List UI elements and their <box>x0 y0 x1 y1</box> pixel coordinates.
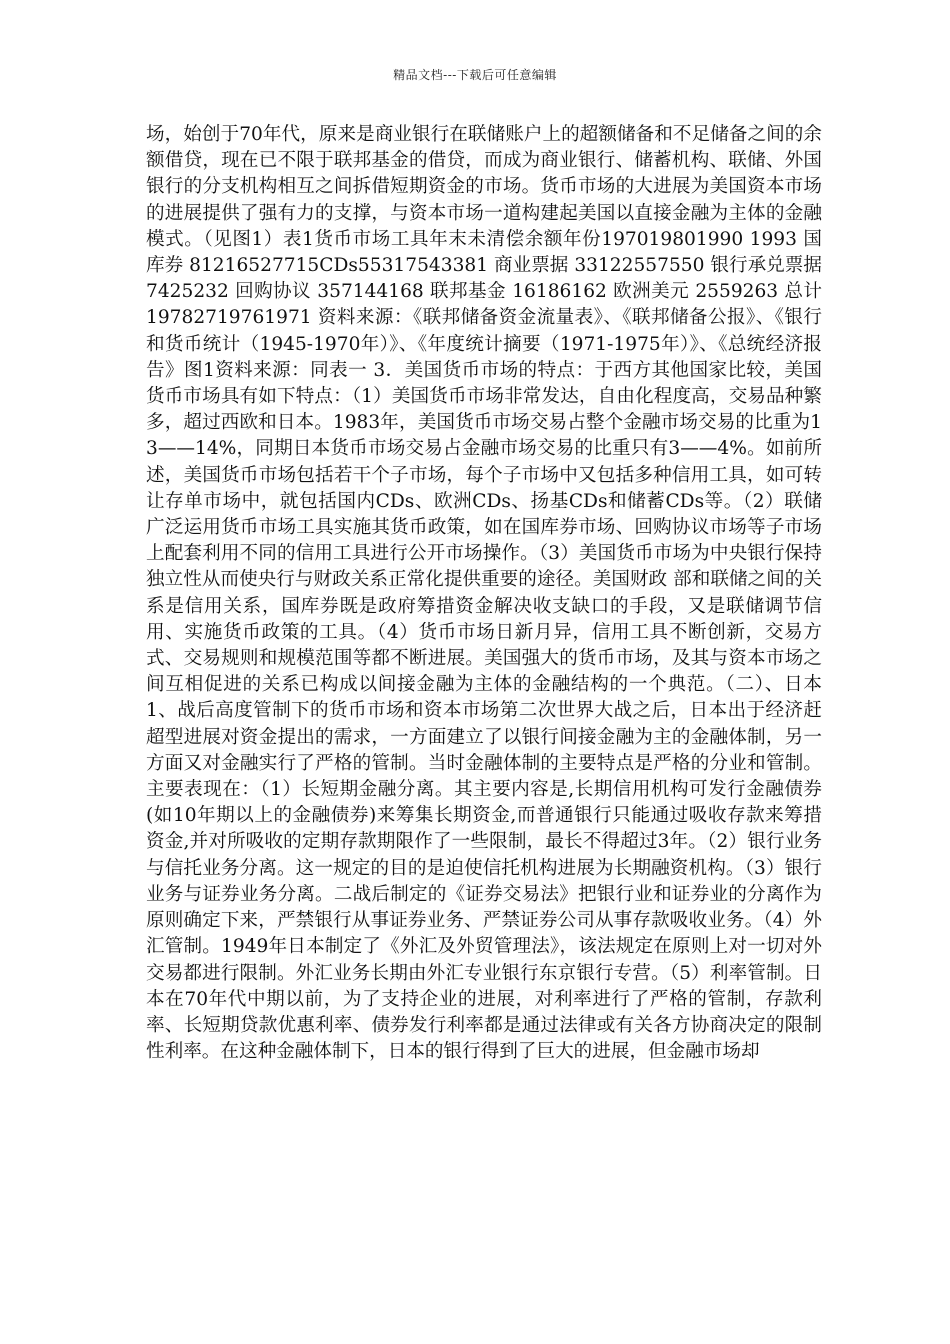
page-header: 精品文档---下载后可任意编辑 <box>393 68 557 82</box>
body-paragraph: 场，始创于70年代，原来是商业银行在联储账户上的超额储备和不足储备之间的余额借贷，现在已不限于联邦基金的借贷，而成为商业银行、储蓄机构、联储、外国银行的分支机构相互之间拆借短期资金的市场。货币市场的大进展为美国资本市场的进展提供了强有力的支撑，与资本市场一道构建起美国以直接金融为主体的金融模式。（见图1）表1货币市场工具年末未清偿余额年份197019801990 1993 国库券 81216527715CDs55317543381 商业票据 33122557550 银行承兑票据 7425232 回购协议 357144168 联邦基金 16186162 欧洲美元 2559263 总计 19782719761971 资料来源：《联邦储备资金流量表》、《联邦储备公报》、《银行和货币统计（1945-1970年）》、《年度统计摘要（1971-1975年）》、《总统经济报告》图1资料来源：同表一 3．美国货币市场的特点：于西方其他国家比较，美国货币市场具有如下特点：（1）美国货币市场非常发达，自由化程度高，交易品种繁多，超过西欧和日本。1983年，美国货币市场交易占整个金融市场交易的比重为13——14%，同期日本货币市场交易占金融市场交易的比重只有3——4%。如前所述，美国货币市场包括若干个子市场，每个子市场中又包括多种信用工具，如可转让存单市场中，就包括国内CDs、欧洲CDs、扬基CDs和储蓄CDs等。（2）联储广泛运用货币市场工具实施其货币政策，如在国库券市场、回购协议市场等子市场上配套利用不同的信用工具进行公开市场操作。（3）美国货币市场为中央银行保持独立性从而使央行与财政关系正常化提供重要的途径。美国财政 部和联储之间的关系是信用关系，国库券既是政府筹措资金解决收支缺口的手段，又是联储调节信用、实施货币政策的工具。（4）货币市场日新月异，信用工具不断创新，交易方式、交易规则和规模范围等都不断进展。美国强大的货币市场，及其与资本市场之间互相促进的关系已构成以间接金融为主体的金融结构的一个典范。（二）、日本1、战后高度管制下的货币市场和资本市场第二次世界大战之后，日本出于经济赶超型进展对资金提出的需求，一方面建立了以银行间接金融为主的金融体制，另一方面又对金融实行了严格的管制。当时金融体制的主要特点是严格的分业和管制。主要表现在：（1）长短期金融分离。其主要内容是,长期信用机构可发行金融债券(如10年期以上的金融债券)来筹集长期资金,而普通银行只能通过吸收存款来筹措资金,并对所吸收的定期存款期限作了一些限制，最长不得超过3年。（2）银行业务与信托业务分离。这一规定的目的是迫使信托机构进展为长期融资机构。（3）银行业务与证券业务分离。二战后制定的《证券交易法》把银行业和证券业的分离作为原则确定下来，严禁银行从事证券业务、严禁证券公司从事存款吸收业务。（4）外汇管制。1949年日本制定了《外汇及外贸管理法》，该法规定在原则上对一切对外交易都进行限制。外汇业务长期由外汇专业银行东京银行专营。（5）利率管制。日本在70年代中期以前，为了支持企业的进展，对利率进行了严格的管制，存款利率、长短期贷款优惠利率、债券发行利率都是通过法律或有关各方协商决定的限制性利率。在这种金融体制下，日本的银行得到了巨大的进展，但金融市场却 <box>146 124 822 1063</box>
